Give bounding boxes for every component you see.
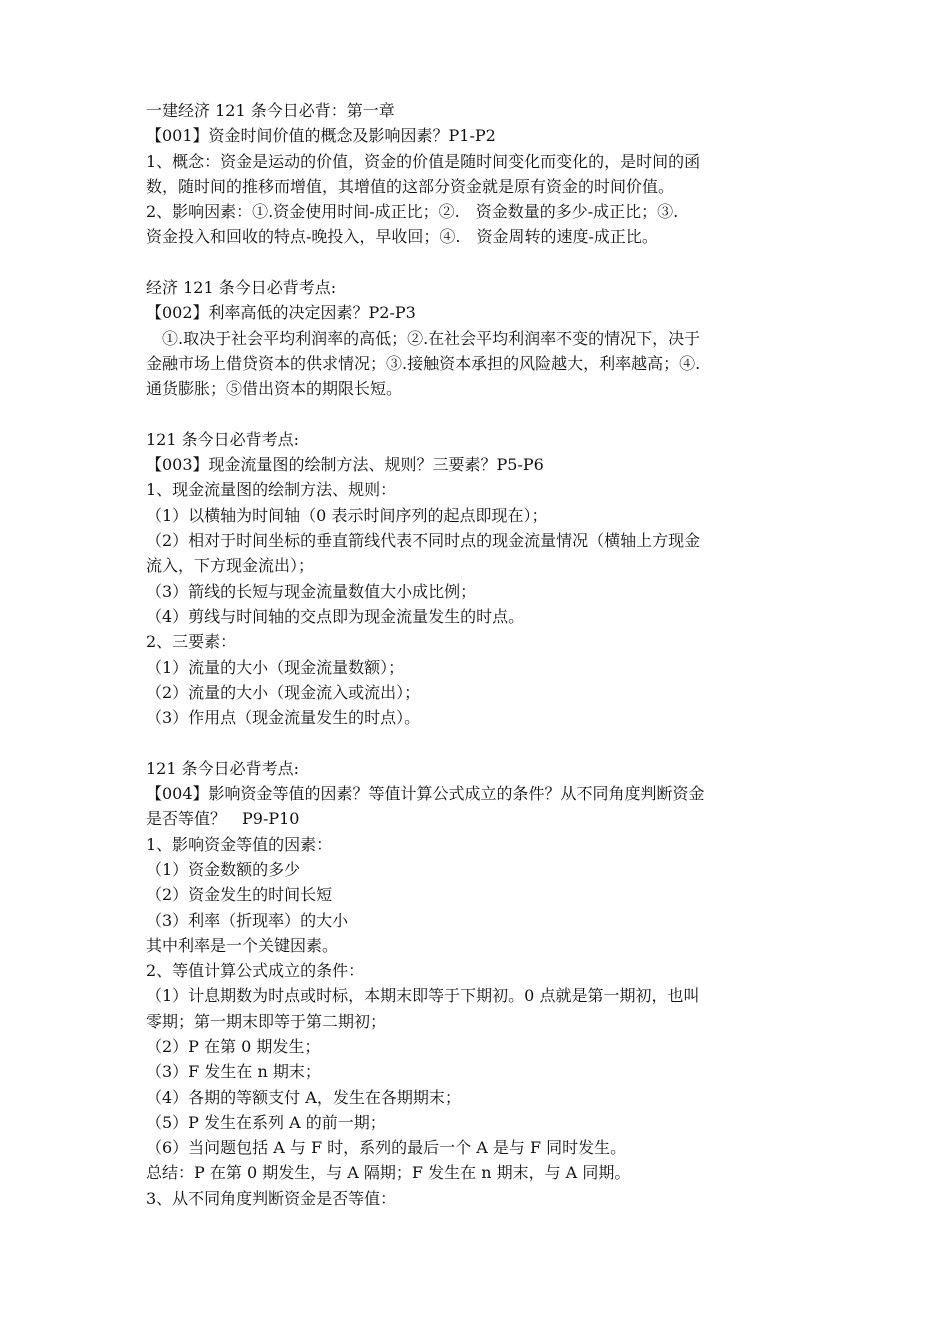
section-heading: 经济 121 条今日必背考点: [146, 278, 337, 298]
body-line: 资金投入和回收的特点-晚投入，早收回；④. 资金周转的速度-成正比。 [146, 227, 658, 247]
body-line: 2、影响因素：①.资金使用时间-成正比；②. 资金数量的多少-成正比；③. [146, 202, 679, 222]
body-line: 3、从不同角度判断资金是否等值： [146, 1188, 397, 1208]
body-line: 2、三要素： [146, 632, 237, 652]
section-heading: 一建经济 121 条今日必背：第一章 [146, 101, 395, 120]
section-gap [146, 250, 810, 275]
body-line: （3）箭线的长短与现金流量数值大小成比例； [146, 581, 477, 601]
body-line: （4）剪线与时间轴的交点即为现金流量发生的时点。 [146, 606, 525, 626]
body-line: （3）作用点（现金流量发生的时点）。 [146, 708, 421, 728]
body-line: 流入，下方现金流出）； [146, 556, 315, 576]
body-line: 1、概念：资金是运动的价值，资金的价值是随时间变化而变化的，是时间的函 [146, 151, 701, 171]
section-002 [146, 275, 810, 401]
section-001 [146, 98, 810, 250]
body-line: （6）当问题包括 A 与 F 时，系列的最后一个 A 是与 F 同时发生。 [146, 1138, 627, 1158]
section-heading: 121 条今日必背考点: [146, 429, 300, 449]
question-title: 【002】利率高低的决定因素？P2-P3 [146, 303, 416, 323]
question-title: 【004】影响资金等值的因素？等值计算公式成立的条件？从不同角度判断资金 [146, 784, 705, 804]
section-004 [146, 756, 810, 1211]
body-line: （2）流量的大小（现金流入或流出）； [146, 682, 421, 702]
body-line: （3）F 发生在 n 期末； [146, 1062, 321, 1082]
section-heading: 121 条今日必背考点: [146, 758, 300, 778]
body-line: 1、现金流量图的绘制方法、规则： [146, 480, 397, 500]
document-page [146, 98, 810, 1211]
body-line: 是否等值？ P9-P10 [146, 809, 300, 829]
body-line: 金融市场上借贷资本的供求情况；③.接触资本承担的风险越大，利率越高；④. [146, 353, 701, 373]
body-line: （5）P 发生在系列 A 的前一期； [146, 1112, 386, 1132]
body-line: （3）利率（折现率）的大小 [146, 910, 349, 930]
body-line: （2）P 在第 0 期发生； [146, 1036, 321, 1056]
section-gap [146, 402, 810, 427]
body-line: （1）以横轴为时间轴（0 表示时间序列的起点即现在）； [146, 505, 548, 525]
body-line: （4）各期的等额支付 A，发生在各期期末； [146, 1087, 461, 1107]
body-line: （1）流量的大小（现金流量数额）； [146, 657, 405, 677]
body-line: （1）资金数额的多少 [146, 859, 301, 879]
question-title: 【001】资金时间价值的概念及影响因素？P1-P2 [146, 126, 496, 146]
body-line: 零期；第一期末即等于第二期初； [146, 1011, 387, 1031]
section-gap [146, 730, 810, 755]
body-line: ①.取决于社会平均利润率的高低；②.在社会平均利润率不变的情况下，决于 [146, 328, 701, 348]
body-line: （2）资金发生的时间长短 [146, 885, 333, 905]
question-title: 【003】现金流量图的绘制方法、规则？三要素？P5-P6 [146, 455, 544, 475]
body-line: 通货膨胀；⑤借出资本的期限长短。 [146, 379, 403, 399]
body-line: 1、影响资金等值的因素： [146, 834, 333, 854]
body-line: 2、等值计算公式成立的条件： [146, 961, 365, 981]
body-line: 数，随时间的推移而增值，其增值的这部分资金就是原有资金的时间价值。 [146, 176, 675, 196]
body-line: 总结：P 在第 0 期发生，与 A 隔期；F 发生在 n 期末，与 A 同期。 [146, 1163, 631, 1183]
body-line: 其中利率是一个关键因素。 [146, 935, 339, 955]
section-003 [146, 427, 810, 731]
body-line: （1）计息期数为时点或时标，本期末即等于下期初。0 点就是第一期初，也叫 [146, 986, 700, 1006]
body-line: （2）相对于时间坐标的垂直箭线代表不同时点的现金流量情况（横轴上方现金 [146, 531, 701, 551]
